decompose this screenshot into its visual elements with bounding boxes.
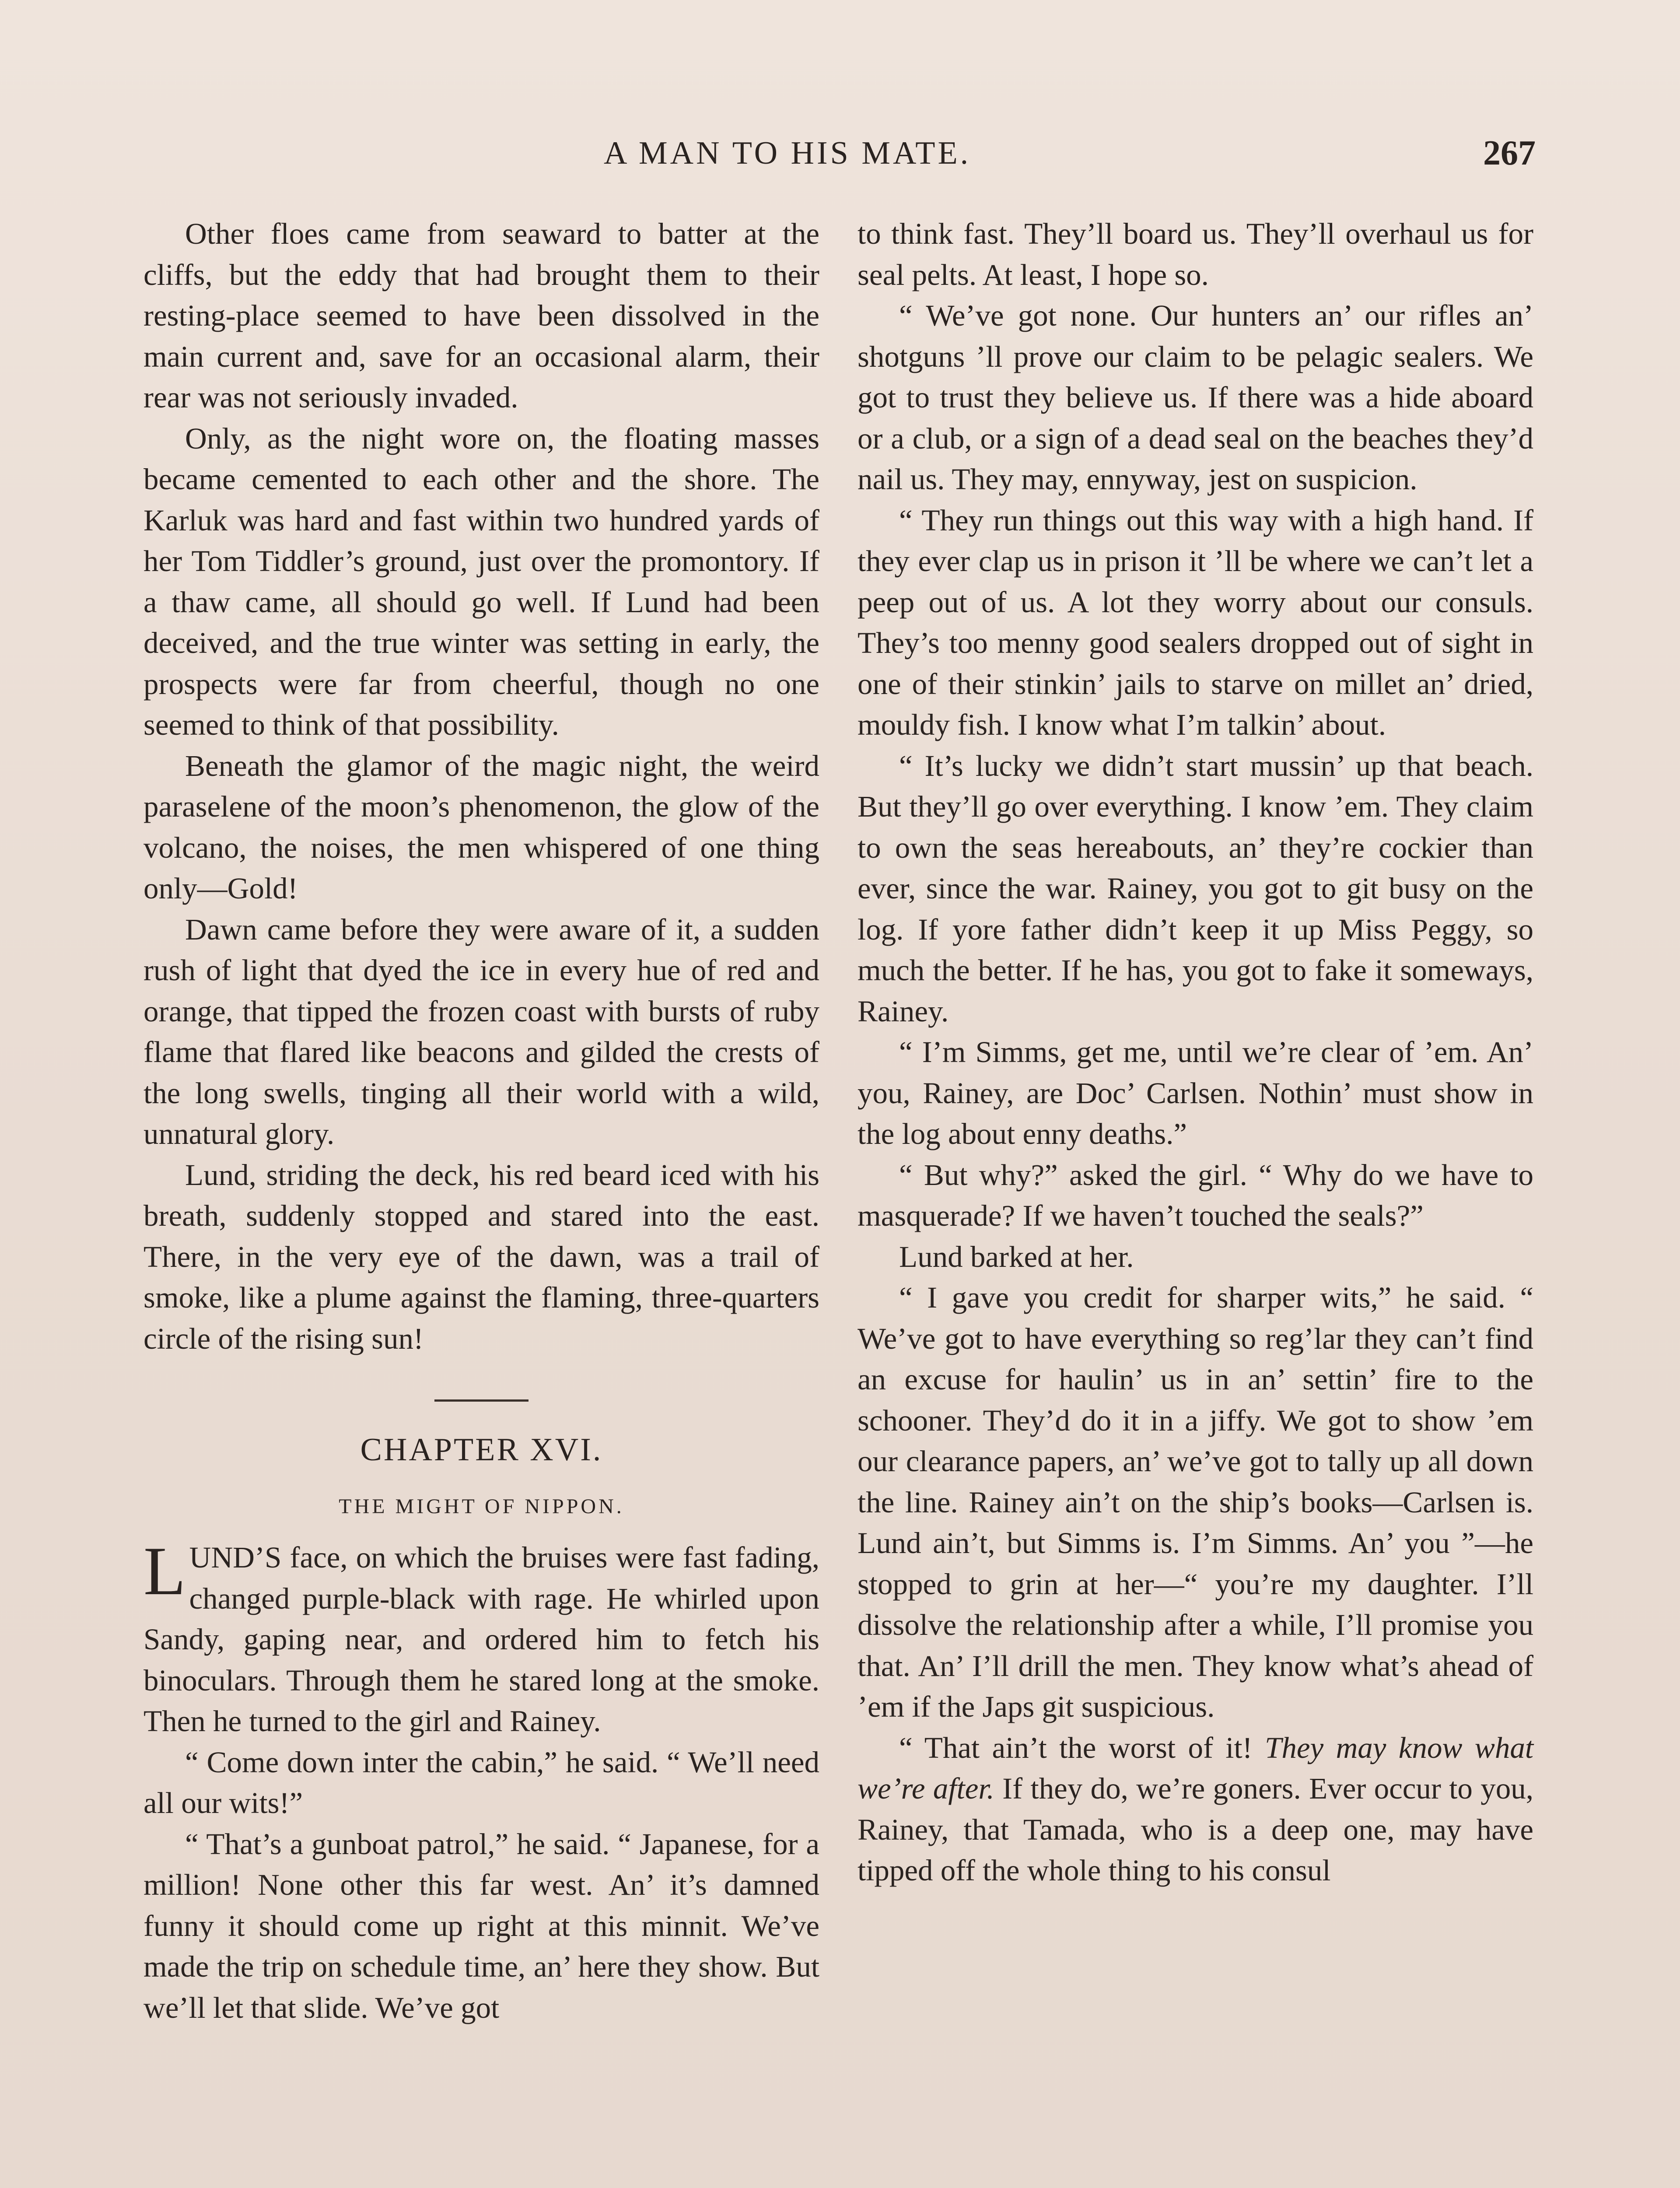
paragraph: Lund, striding the deck, his red beard iced with his breath, suddenly stopped and stared into the east. There, in the very eye of the dawn, was a trail of smoke, like a plume against the flaming, three-quarters circle of the rising sun! (144, 1158, 819, 1355)
left-column (144, 214, 819, 2028)
paragraph: “ Come down inter the cabin,” he said. “ We’ll need all our wits!” (144, 1745, 819, 1820)
opening-text: UND’S face, on which the bruises were fast fading, changed purple-black with rage. He whirled upon Sandy, gaping near, and ordered him to fetch his binoculars. Through them he stared long at the smoke. Then he turned to the girl and Rainey. (144, 1541, 819, 1738)
page-header (140, 131, 1536, 175)
paragraph: “ I gave you credit for sharper wits,” he said. “ We’ve got to have everything so reg’lar they can’t find an excuse for haulin’ us in an’ settin’ fire to the schooner. They’d do it in a jiffy. We got to show ’em our clearance papers, an’ we’ve got to tally up all down the line. Rainey ain’t on the ship’s books—Carlsen is. Lund ain’t, but Simms is. I’m Simms. An’ you ”—he stopped to grin at her—“ you’re my daughter. I’ll dissolve the relationship after a while, I’ll promise you that. An’ I’ll drill the men. They know what’s ahead of ’em if the Japs git suspicious. (858, 1281, 1533, 1723)
paragraph: “ They run things out this way with a high hand. If they ever clap us in prison it ’ll be where we can’t let a peep out of us. A lot they worry about our consuls. They’s too menny good sealers dropped out of sight in one of their stinkin’ jails to starve on millet an’ dried, mouldy fish. I know what I’m talkin’ about. (858, 503, 1533, 741)
paragraph: “ We’ve got none. Our hunters an’ our rifles an’ shotguns ’ll prove our claim to be pelagic sealers. We got to trust they believe us. If there was a hide aboard or a club, or a sign of a dead seal on the beaches they’d nail us. They may, ennyway, jest on suspicion. (858, 299, 1533, 496)
paragraph: Dawn came before they were aware of it, a sudden rush of light that dyed the ice in every hue of red and orange, that tipped the frozen coast with bursts of ruby flame that flared like beacons and gilded the crests of the long swells, tinging all their world with a wild, unnatural glory. (144, 912, 819, 1150)
chapter-subtitle: THE MIGHT OF NIPPON. (339, 1495, 624, 1518)
running-title: A MAN TO HIS MATE. (604, 135, 971, 171)
paragraph: Lund barked at her. (899, 1240, 1134, 1273)
paragraph: “ But why?” asked the girl. “ Why do we have to masquerade? If we haven’t touched the seals?” (858, 1158, 1533, 1232)
drop-cap: L (144, 1533, 186, 1609)
paragraph: “ That’s a gunboat patrol,” he said. “ Japanese, for a million! None other this far west. An’ it’s damned funny it should come up right at this minnit. We’ve made the trip on schedule time, an’ here they show. But we’ll let that slide. We’ve got (144, 1827, 819, 2024)
paragraph: “ It’s lucky we didn’t start mussin’ up that beach. But they’ll go over everything. I know ’em. They claim to own the seas hereabouts, an’ they’re cockier than ever, since the war. Rainey, you got to git busy on the log. If yore father didn’t keep it up Miss Peggy, so much the better. If he has, you got to fake it someways, Rainey. (858, 749, 1533, 1028)
text-run: If they do, we’re goners. Ever occur to you, Rainey, that Tamada, who is a deep one, may have tipped off the whole thing to his consul (858, 1772, 1533, 1887)
chapter-opening-paragraph (144, 1533, 819, 1742)
text-run: “ That ain’t the worst of it! (899, 1731, 1265, 1764)
paragraph: Only, as the night wore on, the floating masses became cemented to each other and the shore. The Karluk was hard and fast within two hundred yards of her Tom Tiddler’s ground, just over the promontory. If a thaw came, all should go well. If Lund had been deceived, and the true winter was setting in early, the prospects were far from cheerful, though no one seemed to think of that possibility. (144, 421, 819, 741)
paragraph: Beneath the glamor of the magic night, the weird paraselene of the moon’s phenomenon, the glow of the volcano, the noises, the men whispered of one thing only—Gold! (144, 749, 819, 905)
paragraph: Other floes came from seaward to batter at the cliffs, but the eddy that had brought them to their resting-place seemed to have been dissolved in the main current and, save for an occasional alarm, their rear was not seriously invaded. (144, 217, 819, 414)
continued-paragraph: to think fast. They’ll board us. They’ll overhaul us for seal pelts. At least, I hope so. (858, 217, 1533, 291)
section-divider (434, 1399, 528, 1402)
paragraph: “ I’m Simms, get me, until we’re clear of ’em. An’ you, Rainey, are Doc’ Carlsen. Nothin’ must show in the log about enny deaths.” (858, 1035, 1533, 1150)
page-number: 267 (1483, 134, 1536, 172)
chapter-heading: CHAPTER XVI. (360, 1432, 603, 1468)
paragraph (858, 1728, 1533, 1891)
italic-text: They may know what we’re after. (858, 1731, 1533, 1805)
right-column (858, 214, 1533, 1891)
